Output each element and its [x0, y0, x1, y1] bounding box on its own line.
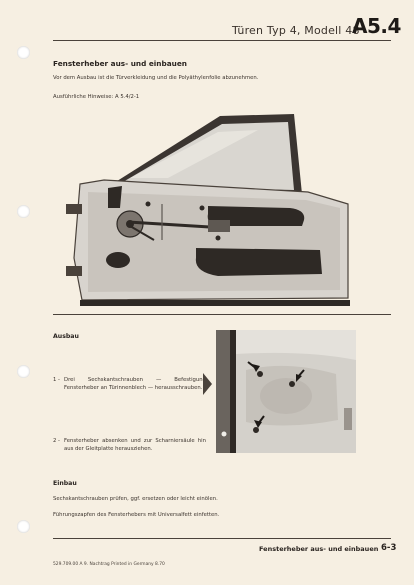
punch-hole-bottom: [17, 520, 30, 533]
left-opening: [106, 252, 130, 268]
door-illustration: [58, 108, 358, 313]
header-section-code: A5.4: [352, 14, 401, 38]
header-rule: [53, 40, 391, 41]
footer-title: Fensterheber aus- und einbauen: [259, 545, 379, 553]
ausbau-heading: Ausbau: [53, 333, 79, 340]
ausbau-step-2: [53, 437, 209, 457]
photo-pointer: [203, 373, 212, 395]
footer-print-info: 529.709.00 A 9. Nachtrag Printed in Germany 8.70: [53, 562, 165, 567]
illustration-rule: [53, 314, 391, 315]
einbau-line-1: Sechskantschrauben prüfen, ggf. ersetzen oder leicht einölen.: [53, 496, 218, 502]
punch-hole-lower: [17, 365, 30, 378]
header-title: Türen Typ 4, Modell 48: [232, 24, 360, 37]
lower-opening: [196, 248, 322, 276]
ausbau-step-1: [53, 376, 209, 406]
step-number: 1 -: [53, 377, 60, 383]
punch-hole-middle: [17, 205, 30, 218]
reference-text: Ausführliche Hinweise: A 5.4/2-1: [53, 94, 140, 100]
intro-text: Vor dem Ausbau ist die Türverkleidung und die Polyäthylenfolie abzunehmen.: [53, 75, 259, 81]
punch-hole-top: [17, 46, 30, 59]
einbau-line-2: Führungszapfen des Fensterhebers mit Universalfett einfetten.: [53, 512, 220, 518]
footer-page-number: 6-3: [381, 543, 397, 553]
section-title: Fensterheber aus- und einbauen: [53, 59, 187, 68]
lower-hinge: [66, 266, 82, 276]
door-sill: [80, 300, 350, 306]
upper-hinge: [66, 204, 82, 214]
einbau-heading: Einbau: [53, 480, 77, 487]
step-number: 2 -: [53, 438, 60, 444]
footer-rule: [53, 538, 391, 539]
detail-photo: [216, 330, 356, 453]
step-text: Fensterheber absenken und zur Scharniersäule hin aus der Gleitplatte herausziehen.: [64, 438, 206, 453]
step-text: Drei Sechskantschrauben — Befestigung Fensterheber an Türinnenblech — herausschrauben.: [64, 377, 206, 392]
